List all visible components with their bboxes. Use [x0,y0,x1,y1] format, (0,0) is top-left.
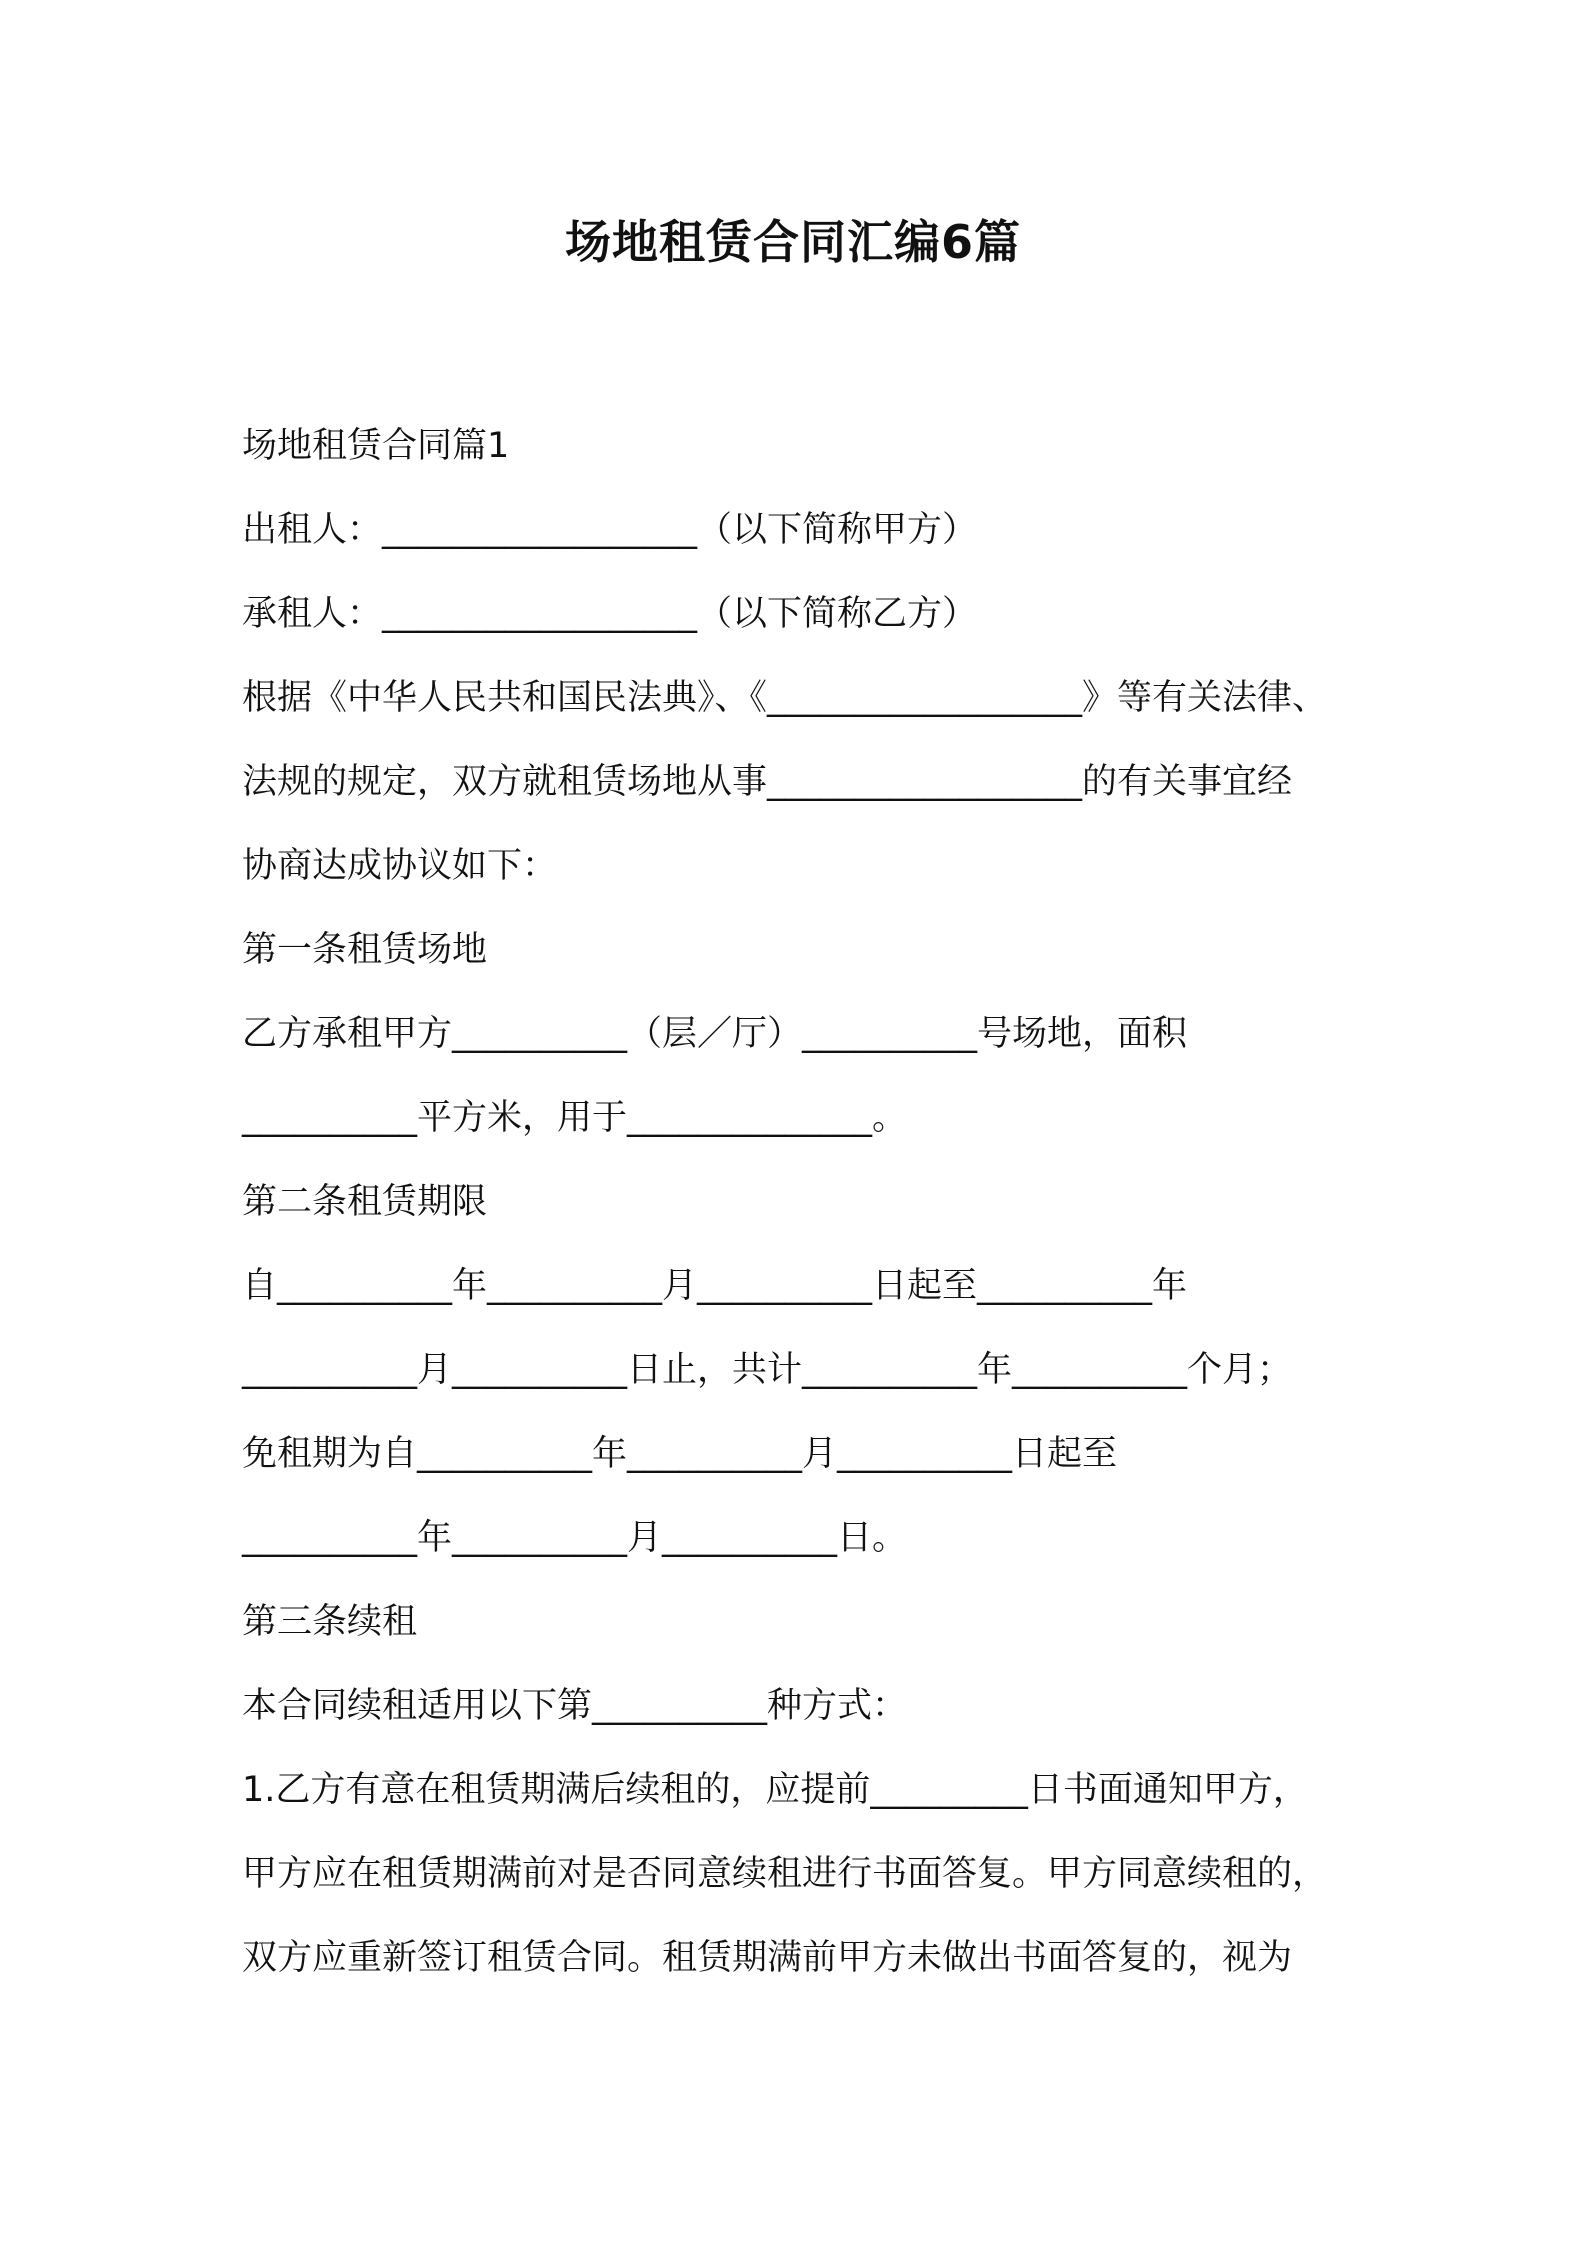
paragraph-line: 甲方应在租赁期满前对是否同意续租进行书面答复。甲方同意续租的， [242,1854,1328,1894]
paragraph-line: __________月__________日止，共计__________年__________个月； [242,1350,1293,1390]
lessor-line: 出租人：__________________（以下简称甲方） [242,510,978,550]
paragraph-line: 1.乙方有意在租赁期满后续租的，应提前_________日书面通知甲方， [242,1770,1308,1810]
section-heading: 场地租赁合同篇1 [242,426,510,466]
article-heading: 第一条租赁场地 [242,930,488,970]
article-heading: 第二条租赁期限 [242,1182,488,1222]
paragraph-line: __________平方米，用于______________。 [242,1098,908,1138]
paragraph-line: 本合同续租适用以下第__________种方式： [242,1686,908,1726]
paragraph-line: 根据《中华人民共和国民法典》、《__________________》等有关法律、 [242,678,1328,718]
paragraph-line: 协商达成协议如下： [242,846,558,886]
paragraph-line: 双方应重新签订租赁合同。租赁期满前甲方未做出书面答复的，视为 [242,1938,1293,1978]
paragraph-line: 自__________年__________月__________日起至__________年 [242,1266,1188,1306]
paragraph-line: 免租期为自__________年__________月__________日起至 [242,1434,1118,1474]
document-title: 场地租赁合同汇编6篇 [564,215,1021,269]
article-heading: 第三条续租 [242,1602,418,1642]
paragraph-line: 乙方承租甲方__________（层／厅）__________号场地，面积 [242,1014,1188,1054]
document-body [242,404,1372,2000]
lessee-line: 承租人：__________________（以下简称乙方） [242,594,978,634]
paragraph-line: __________年__________月__________日。 [242,1518,908,1558]
paragraph-line: 法规的规定，双方就租赁场地从事__________________的有关事宜经 [242,762,1293,802]
